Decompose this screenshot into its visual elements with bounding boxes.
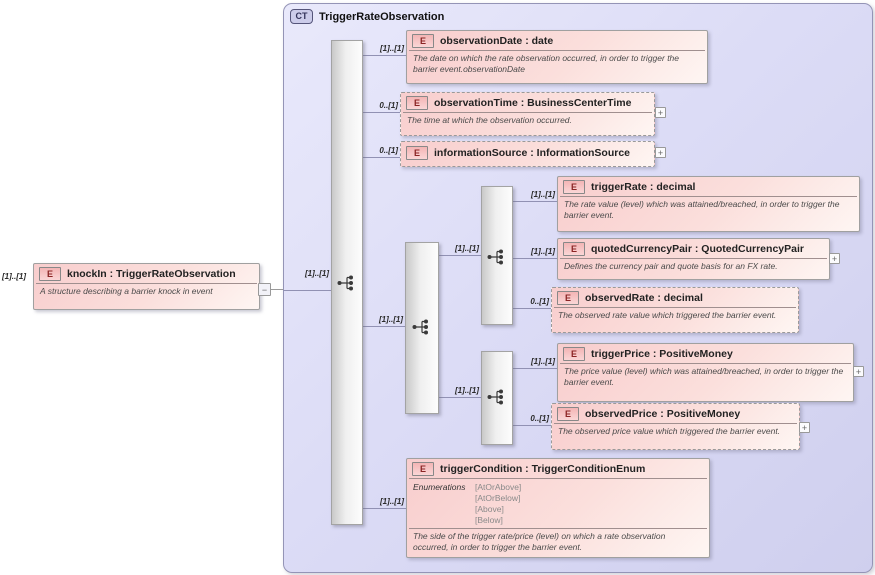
element-triggerCondition[interactable] [406,458,710,558]
sequence-icon [336,275,356,291]
enumeration-value: [AtOrAbove] [475,482,522,492]
element-annotation: A structure describing a barrier knock in event [36,283,257,299]
element-annotation: The price value (level) which was attained/breached, in order to trigger the barrier event. [560,363,851,389]
element-annotation: The observed rate value which triggered the barrier event. [554,307,796,323]
element-observationTime[interactable] [400,92,655,136]
element-title-row [34,264,259,283]
sequence-icon [411,319,431,335]
cardinality-label: [1]..[1] [531,357,555,366]
element-title-row [401,93,654,112]
element-icon: E [563,180,585,194]
element-name: triggerPrice : PositiveMoney [591,347,733,360]
element-name: triggerCondition : TriggerConditionEnum [440,462,646,475]
element-icon: E [406,96,428,110]
connector-line [511,258,557,259]
enumerations-section [409,478,707,528]
expand-icon[interactable]: + [829,253,840,264]
sequence-icon [486,389,506,405]
enumeration-value: [AtOrBelow] [475,493,521,504]
cardinality-label: [1]..[1] [380,44,404,53]
enumeration-value: [Below] [475,515,503,526]
cardinality-label: [1]..[1] [455,244,479,253]
element-icon: E [557,407,579,421]
element-title-row [552,404,799,423]
connector-line [511,308,551,309]
element-name: knockIn : TriggerRateObservation [67,267,236,280]
element-annotation: The time at which the observation occurred. [403,112,652,128]
element-name: observationTime : BusinessCenterTime [434,96,632,109]
element-annotation: The rate value (level) which was attained/breached, in order to trigger the barrier event. [560,196,857,222]
element-name: observationDate : date [440,34,554,47]
connector-line [511,201,557,202]
connector-line [361,55,406,56]
connector-line [511,425,551,426]
element-annotation: The date on which the rate observation occurred, in order to trigger the barrier event.observationDate [409,50,705,76]
cardinality-label: [1]..[1] [531,190,555,199]
cardinality-label: [1]..[1] [2,272,26,281]
element-annotation: Defines the currency pair and quote basis for an FX rate. [560,258,827,274]
connector-line [361,157,400,158]
enumeration-values [475,482,521,526]
element-name: triggerRate : decimal [591,180,696,193]
element-title-row [558,239,829,258]
element-icon: E [412,34,434,48]
connector-line [283,290,331,291]
element-title-row [558,344,853,363]
element-icon: E [563,347,585,361]
connector-line [361,112,400,113]
expand-icon[interactable]: + [655,147,666,158]
connector-line [437,255,481,256]
element-icon: E [39,267,61,281]
collapse-icon[interactable]: − [258,283,271,296]
cardinality-label: 0..[1] [530,414,549,423]
element-observedPrice[interactable] [551,403,800,450]
element-triggerPrice[interactable] [557,343,854,402]
element-informationSource[interactable] [400,141,655,167]
sequence-icon [486,249,506,265]
cardinality-label: [1]..[1] [531,247,555,256]
connector-line [437,397,481,398]
expand-icon[interactable]: + [853,366,864,377]
element-title-row [558,177,859,196]
element-icon: E [557,291,579,305]
expand-icon[interactable]: + [655,107,666,118]
element-annotation: The observed price value which triggered the barrier event. [554,423,797,439]
cardinality-label: [1]..[1] [305,269,329,278]
element-name: quotedCurrencyPair : QuotedCurrencyPair [591,242,804,255]
element-icon: E [563,242,585,256]
element-name: informationSource : InformationSource [434,147,631,159]
enumerations-label: Enumerations [413,482,466,492]
element-icon: E [412,462,434,476]
cardinality-label: [1]..[1] [380,497,404,506]
cardinality-label: 0..[1] [379,101,398,110]
connector-line [361,326,405,327]
expand-icon[interactable]: + [799,422,810,433]
element-name: observedRate : decimal [585,291,703,304]
element-title-row [407,31,707,50]
element-observationDate[interactable] [406,30,708,84]
enumeration-value: [Above] [475,504,504,515]
element-icon: E [406,146,428,160]
element-name: observedPrice : PositiveMoney [585,407,741,420]
element-quotedCurrencyPair[interactable] [557,238,830,280]
connector-line [361,508,406,509]
connector-line [511,368,557,369]
element-triggerRate[interactable] [557,176,860,232]
complex-type-title: TriggerRateObservation [319,10,445,23]
element-title-row [552,288,798,307]
element-title-row [407,459,709,478]
cardinality-label: 0..[1] [530,297,549,306]
element-knockIn[interactable] [33,263,260,310]
complex-type-icon: CT [290,9,313,24]
cardinality-label: 0..[1] [379,146,398,155]
complex-type-header [290,9,444,24]
cardinality-label: [1]..[1] [379,315,403,324]
element-observedRate[interactable] [551,287,799,333]
cardinality-label: [1]..[1] [455,386,479,395]
element-title-row [401,142,654,164]
element-annotation: The side of the trigger rate/price (level) on which a rate observation occurred, in order to trigger the barrier event. [409,528,707,554]
